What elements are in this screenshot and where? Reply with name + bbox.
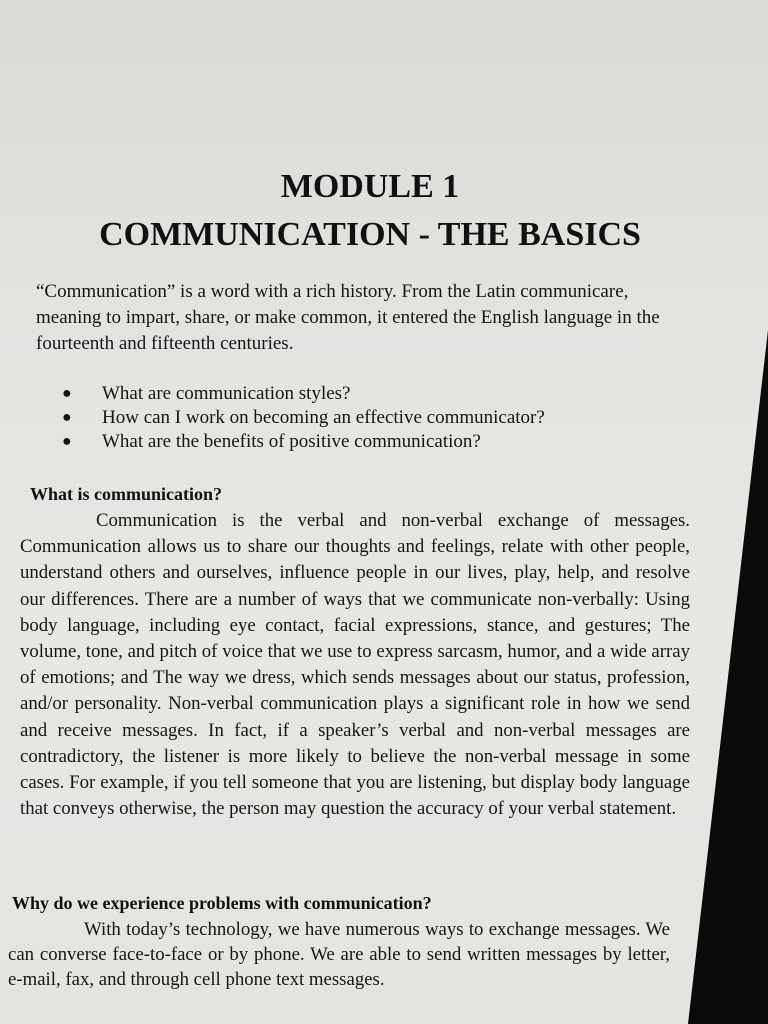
list-item-text: What are communication styles? [102, 383, 351, 404]
intro-paragraph: “Communication” is a word with a rich history. From the Latin communicare, meaning to impart, share, or make common, it entered the English language in the fourteenth and fifteenth centuries. [36, 281, 660, 354]
list-item [62, 430, 662, 454]
section-heading-communication-problems: Why do we experience problems with communication? [12, 893, 432, 913]
section-body-communication-problems [8, 917, 670, 992]
list-item [62, 382, 662, 406]
module-subtitle: COMMUNICATION - THE BASICS [99, 216, 641, 253]
section-heading-what-is-communication: What is communication? [30, 484, 223, 504]
module-title: MODULE 1 [280, 168, 460, 205]
section-body-text: With today’s technology, we have numerous ways to exchange messages. We can converse face-to-face or by phone. We are able to send written messages by letter, e-mail, fax, and through cell phone text messages. [8, 919, 670, 990]
bullet-icon: ● [62, 433, 72, 450]
section-body-what-is-communication [20, 508, 690, 822]
question-list [62, 382, 662, 454]
bullet-icon: ● [62, 385, 72, 402]
section-body-text: Communication is the verbal and non-verbal exchange of messages. Communication allows us to share our thoughts and feelings, relate with other people, understand others and ourselves, influence people in our lives, play, help, and resolve our differences. There are a number of ways that we communicate non-verbally: Using body language, including eye contact, facial expressions, stance, and gestures; The volume, tone, and pitch of voice that we use to express sarcasm, humor, and a wide array of emotions; and The way we dress, which sends messages about our status, profession, and/or personality. Non-verbal communication plays a significant role in how we send and receive messages. In fact, if a speaker’s verbal and non-verbal messages are contradictory, the listener is more likely to believe the non-verbal message in some cases. For example, if you tell someone that you are listening, but display body language that conveys otherwise, the person may question the accuracy of your verbal statement. [20, 510, 690, 820]
list-item-text: How can I work on becoming an effective communicator? [102, 407, 545, 428]
bullet-icon: ● [62, 409, 72, 426]
list-item [62, 406, 662, 430]
list-item-text: What are the benefits of positive communication? [102, 431, 481, 452]
